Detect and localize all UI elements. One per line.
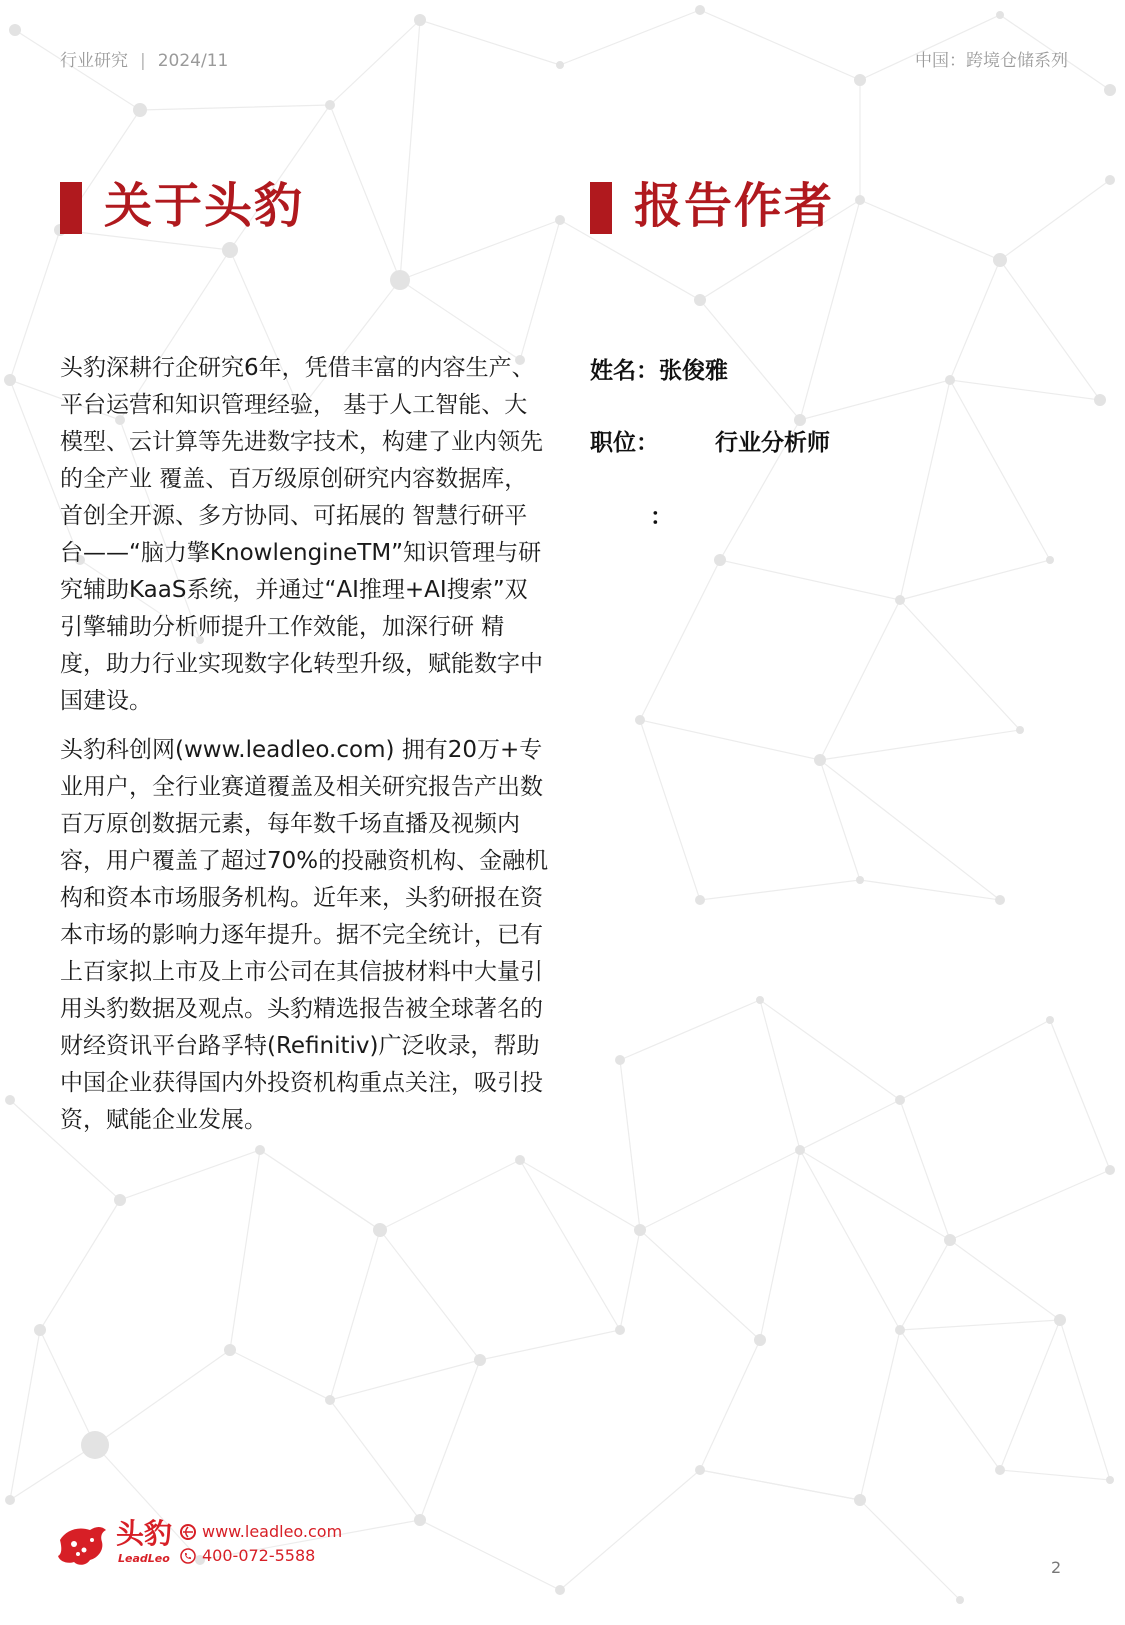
about-body [60, 350, 550, 1151]
website-link[interactable]: www.leadleo.com [202, 1522, 343, 1541]
about-section-title: 关于头豹 [104, 178, 305, 234]
phone-number: 400-072-5588 [202, 1546, 316, 1565]
author-name-label: 姓名： [590, 358, 659, 384]
header-series: 中国：跨境仓储系列 [915, 51, 1068, 71]
author-extra-colon: ： [650, 504, 673, 530]
header-date: 2024/11 [157, 51, 229, 71]
about-paragraph-2: 头豹科创网(www.leadleo.com) 拥有20万+专业用户，全行业赛道覆盖及相关研究报告产出数百万原创数据元素，每年数千场直播及视频内容，用户覆盖了超过70%的投融资机构、金融机构和资本市场服务机构。近年来，头豹研报在资本市场的影响力逐年提升。据不完全统计，已有上百家拟上市及上市公司在其信披材料中大量引用头豹数据及观点。头豹精选报告被全球著名的财经资讯平台路孚特(Refinitiv)广泛收录，帮助中国企业获得国内外投资机构重点关注，吸引投资，赋能企业发展。 [60, 737, 549, 1133]
author-position-row [590, 424, 830, 457]
about-section-bar [60, 182, 82, 234]
header-separator: | [140, 51, 146, 71]
header-category: 行业研究 [60, 51, 128, 71]
author-position: 行业分析师 [715, 430, 830, 456]
web-icon [180, 1524, 196, 1540]
author-name-row [590, 352, 728, 385]
author-name: 张俊雅 [659, 358, 728, 384]
header-breadcrumb [60, 46, 228, 71]
author-section-title: 报告作者 [634, 178, 835, 234]
author-position-label: 职位： [590, 430, 659, 456]
about-paragraph-1: 头豹深耕行企研究6年，凭借丰富的内容生产、平台运营和知识管理经验， 基于人工智能、大模型、云计算等先进数字技术，构建了业内领先的全产业 覆盖、百万级原创研究内容数据库，首创全开源、多方协同、可拓展的 智慧行研平台——“脑力擎KnowlengineTM”知识管理与研究辅助KaaS系统，并通过“AI推理+AI搜索”双引擎辅助分析师提升工作效能，加深行研 精度，助力行业实现数字化转型升级，赋能数字中国建设。 [60, 355, 543, 714]
logo-cn: 头豹 [116, 1517, 173, 1550]
page-number: 2 [1051, 1558, 1062, 1577]
phone-icon [180, 1548, 196, 1564]
leopard-logo-icon [56, 1522, 108, 1568]
author-section-bar [590, 182, 612, 234]
logo-en: LeadLeo [118, 1552, 170, 1565]
